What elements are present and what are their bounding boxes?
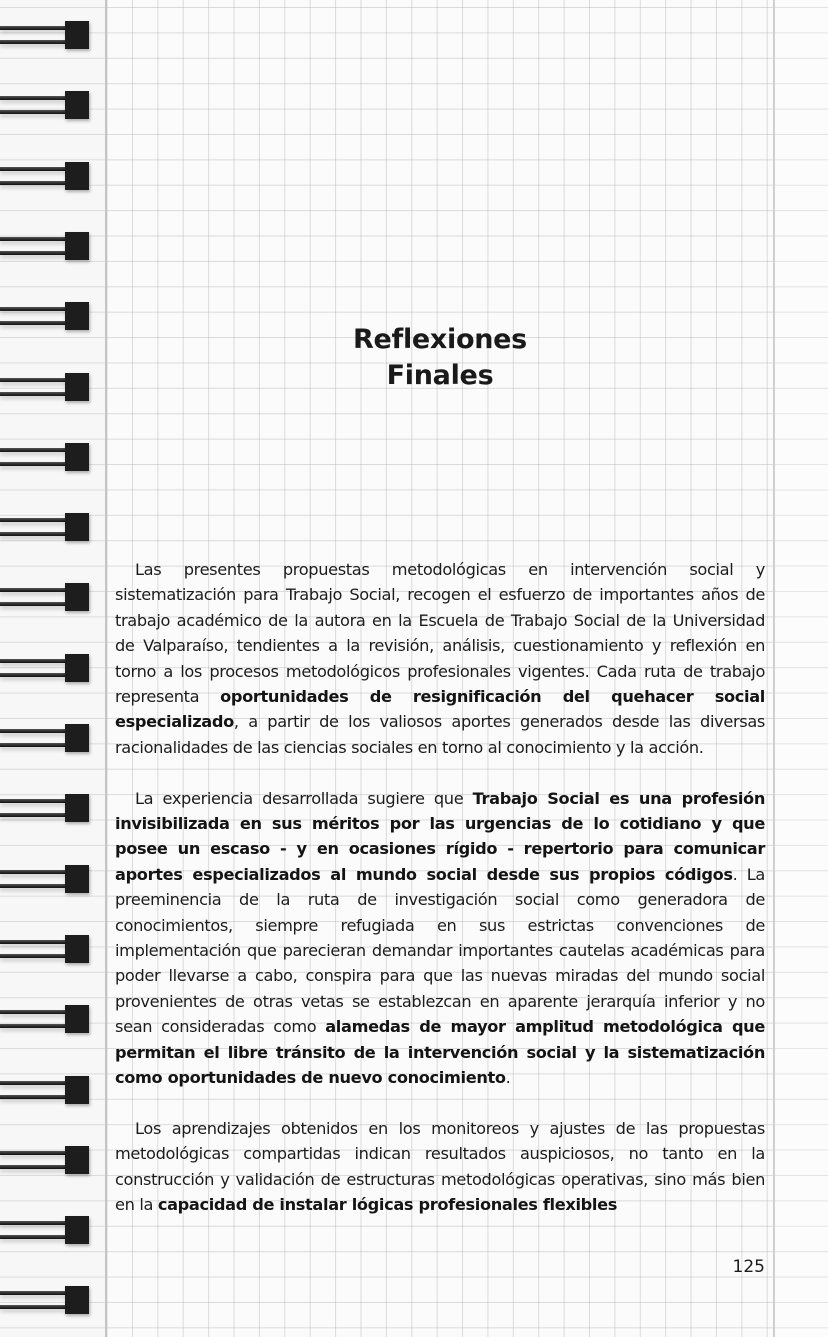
- wire-icon: [0, 1221, 68, 1225]
- wire-icon: [0, 588, 68, 592]
- ring-clip-icon: [65, 373, 89, 401]
- wire-icon: [0, 1305, 68, 1309]
- wire-icon: [0, 729, 68, 733]
- binding-ring-icon: [0, 1146, 90, 1174]
- wire-icon: [0, 799, 68, 803]
- wire-icon: [0, 462, 68, 466]
- ring-clip-icon: [65, 1146, 89, 1174]
- wire-icon: [0, 1291, 68, 1295]
- ring-clip-icon: [65, 443, 89, 471]
- wire-icon: [0, 167, 68, 171]
- binding-ring-icon: [0, 583, 90, 611]
- ring-clip-icon: [65, 583, 89, 611]
- right-margin-line: [773, 0, 775, 1337]
- wire-icon: [0, 813, 68, 817]
- wire-icon: [0, 448, 68, 452]
- body-text: [115, 557, 765, 1243]
- page-title: [106, 322, 774, 394]
- wire-icon: [0, 307, 68, 311]
- text-segment: . La preeminencia de la ruta de investigación social como generadora de conocimientos, siempre refugiada en sus estrictas convenciones de implementación que parecieran demandar importantes cautelas académicas para poder llevarse a cabo, conspira para que las nuevas miradas del mundo social provenientes de otras vetas se establezcan en aparente jerarquía inferior y no sean consideradas como: [115, 864, 765, 1037]
- binding-ring-icon: [0, 513, 90, 541]
- wire-icon: [0, 940, 68, 944]
- text-segment: Los aprendizajes obtenidos en los monitoreos y ajustes de las propuestas metodológicas compartidas indican resultados auspiciosos, no tanto en la construcción y validación de estructuras metodológicas operativas, sino más bien en la: [115, 1118, 765, 1215]
- wire-icon: [0, 743, 68, 747]
- wire-icon: [0, 1235, 68, 1239]
- binding-ring-icon: [0, 162, 90, 190]
- text-segment: , a partir de los valiosos aportes generados desde las diversas racionalidades de las ciencias sociales en torno al conocimiento y la acción.: [115, 712, 765, 757]
- right-margin-area: [774, 0, 828, 1337]
- binding-ring-icon: [0, 1216, 90, 1244]
- ring-clip-icon: [65, 1216, 89, 1244]
- wire-icon: [0, 884, 68, 888]
- wire-icon: [0, 870, 68, 874]
- ring-clip-icon: [65, 513, 89, 541]
- wire-icon: [0, 659, 68, 663]
- ring-clip-icon: [65, 654, 89, 682]
- wire-icon: [0, 392, 68, 396]
- wire-icon: [0, 1151, 68, 1155]
- wire-icon: [0, 602, 68, 606]
- paragraph-1: [115, 557, 765, 760]
- bold-text-segment: capacidad de instalar lógicas profesionales flexibles: [157, 1195, 618, 1215]
- ring-clip-icon: [65, 21, 89, 49]
- ring-clip-icon: [65, 91, 89, 119]
- paragraph-2: [115, 786, 765, 1091]
- text-segment: .: [505, 1068, 511, 1088]
- wire-icon: [0, 1165, 68, 1169]
- binding-ring-icon: [0, 91, 90, 119]
- binding-ring-icon: [0, 1005, 90, 1033]
- wire-icon: [0, 1010, 68, 1014]
- binding-ring-icon: [0, 302, 90, 330]
- wire-icon: [0, 1024, 68, 1028]
- page-number: 125: [732, 1257, 765, 1277]
- wire-icon: [0, 673, 68, 677]
- wire-icon: [0, 378, 68, 382]
- wire-icon: [0, 321, 68, 325]
- left-margin-line: [105, 0, 107, 1337]
- wire-icon: [0, 237, 68, 241]
- text-segment: La experiencia desarrollada sugiere que: [135, 788, 473, 808]
- binding-ring-icon: [0, 443, 90, 471]
- wire-icon: [0, 251, 68, 255]
- binding-ring-icon: [0, 1286, 90, 1314]
- ring-clip-icon: [65, 302, 89, 330]
- binding-ring-icon: [0, 373, 90, 401]
- binding-ring-icon: [0, 232, 90, 260]
- ring-clip-icon: [65, 1286, 89, 1314]
- bold-text-segment: Trabajo Social es una profesión invisibilizada en sus méritos por las urgencias de lo cotidiano y que posee un escaso - y en ocasiones rígido - repertorio para comunicar aportes especializados al mundo social desde sus propios códigos: [115, 788, 765, 884]
- title-line-2: Finales: [386, 360, 494, 391]
- bold-text-segment: oportunidades de resignificación del quehacer social especializado: [115, 687, 765, 732]
- wire-icon: [0, 1095, 68, 1099]
- wire-icon: [0, 518, 68, 522]
- binding-ring-icon: [0, 654, 90, 682]
- ring-clip-icon: [65, 865, 89, 893]
- wire-icon: [0, 532, 68, 536]
- wire-icon: [0, 1081, 68, 1085]
- bold-text-segment: alamedas de mayor amplitud metodológica que permitan el libre tránsito de la intervención social y la sistematización como oportunidades de nuevo conocimiento: [115, 1017, 765, 1088]
- title-line-1: Reflexiones: [353, 324, 527, 355]
- binding-ring-icon: [0, 1076, 90, 1104]
- binding-ring-icon: [0, 935, 90, 963]
- ring-clip-icon: [65, 724, 89, 752]
- binding-ring-icon: [0, 794, 90, 822]
- ring-clip-icon: [65, 162, 89, 190]
- paragraph-3: [115, 1116, 765, 1218]
- ring-clip-icon: [65, 935, 89, 963]
- ring-clip-icon: [65, 232, 89, 260]
- ring-clip-icon: [65, 1005, 89, 1033]
- binding-ring-icon: [0, 724, 90, 752]
- wire-icon: [0, 40, 68, 44]
- wire-icon: [0, 110, 68, 114]
- wire-icon: [0, 954, 68, 958]
- binding-ring-icon: [0, 865, 90, 893]
- ring-clip-icon: [65, 794, 89, 822]
- wire-icon: [0, 26, 68, 30]
- text-segment: Las presentes propuestas metodológicas en intervención social y sistematización para Trabajo Social, recogen el esfuerzo de importantes años de trabajo académico de la autora en la Escuela de Trabajo Social de la Universidad de Valparaíso, tendientes a la revisión, análisis, cuestionamiento y reflexión en torno a los procesos metodológicos profesionales vigentes. Cada ruta de trabajo representa: [115, 560, 765, 707]
- ring-clip-icon: [65, 1076, 89, 1104]
- binding-ring-icon: [0, 21, 90, 49]
- wire-icon: [0, 96, 68, 100]
- wire-icon: [0, 181, 68, 185]
